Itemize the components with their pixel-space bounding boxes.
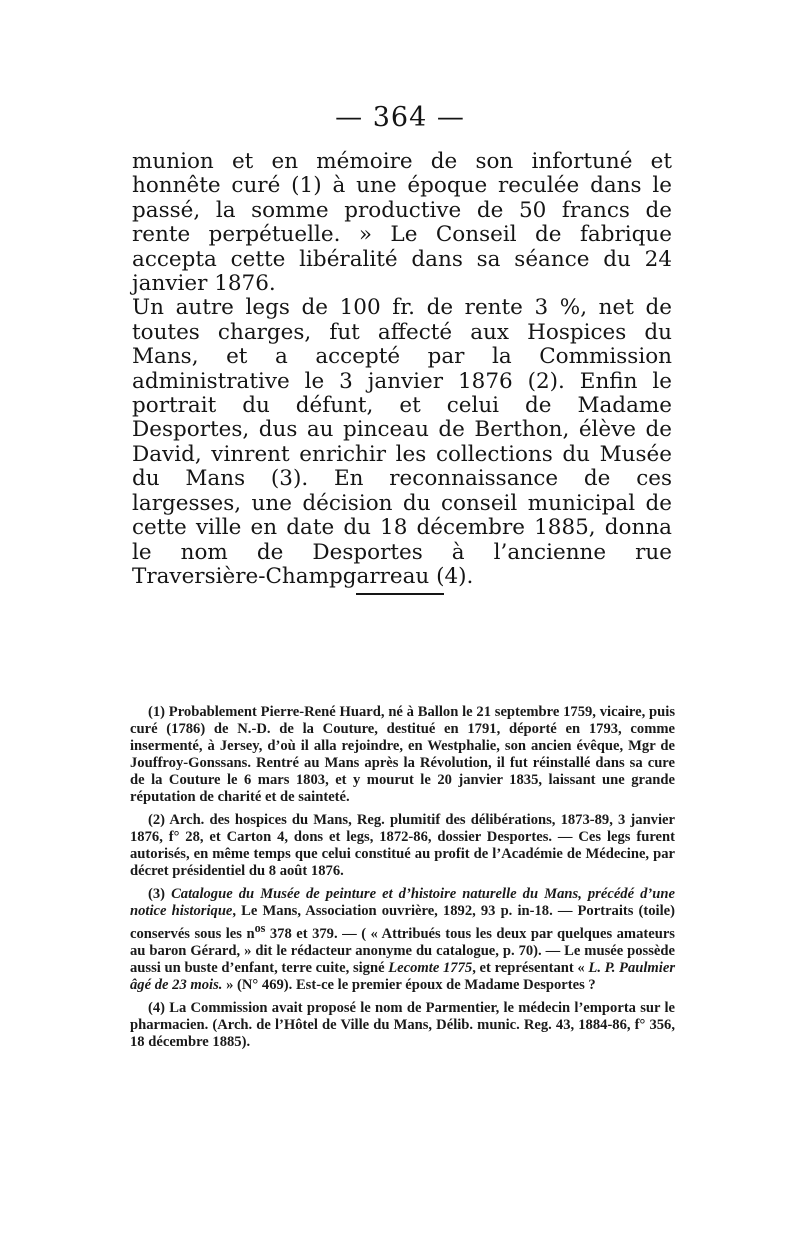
paragraph: munion et en mémoire de son infortuné et honnête curé (1) à une époque reculée dans le passé, la somme productive de 50 francs de rente perpétuelle. » Le Conseil de fabrique accepta cette libéralité dans sa séance du 24 janvier 1876. [132, 149, 672, 297]
numero-superscript: os [254, 921, 266, 935]
footnote-3 [130, 886, 675, 994]
footnote-3-text: » (N° 469). Est-ce le premier époux de Madame Desportes ? [222, 976, 596, 993]
signature-name: Lecomte 1775 [388, 959, 473, 976]
main-text [132, 150, 672, 589]
paragraph: Un autre legs de 100 fr. de rente 3 %, net de toutes charges, fut affecté aux Hospices du Mans, et a accepté par la Commission administrative le 3 janvier 1876 (2). Enfin le portrait du défunt, et celui de Madame Desportes, dus au pinceau de Berthon, élève de David, vinrent enrichir les collections du Musée du Mans (3). En reconnaissance de ces largesses, une décision du conseil municipal de cette ville en date du 18 décembre 1885, donna le nom de Desportes à l’ancienne rue Traversière-Champgarreau (4). [132, 295, 672, 589]
bust-inscription: L. P. Paulmier âgé de 23 mois. [130, 959, 675, 993]
footnote-3-lead: (3) [148, 886, 172, 902]
footnote-3-text: 378 et 379. — ( « Attribués tous les deux par quelques amateurs au baron Gérard, » dit le rédacteur anonyme du catalogue, p. 70). — Le musée possède aussi un buste d’enfant, terre cuite, signé [130, 925, 675, 976]
footnote-3-text: , et représentant « [472, 959, 589, 976]
footnote-3-text: , Le Mans, Association ouvrière, 1892, 93 p. in-18. — Portraits (toile) conservés sous les n [130, 903, 676, 942]
page-number: — 364 — [335, 102, 465, 133]
footnote-1: (1) Probablement Pierre-René Huard, né à Ballon le 21 septembre 1759, vicaire, puis curé (1786) de N.-D. de la Couture, destitué en 1791, déporté en 1793, comme insermenté, à Jersey, d’où il alla rejoindre, en Westphalie, son ancien évêque, Mgr de Jouffroy-Gonssans. Rentré au Mans après la Révolution, il fut réinstallé dans sa cure de la Couture le 6 mars 1803, et y mourut le 20 janvier 1835, laissant une grande réputation de charité et de sainteté. [130, 704, 675, 805]
catalogue-title: Catalogue du Musée de peinture et d’histoire naturelle du Mans, précédé d’une notice historique [130, 886, 675, 919]
footnotes [130, 704, 675, 1057]
footnote-separator [356, 593, 444, 595]
footnote-4: (4) La Commission avait proposé le nom de Parmentier, le médecin l’emporta sur le pharmacien. (Arch. de l’Hôtel de Ville du Mans, Délib. munic. Reg. 43, 1884-86, f° 356, 18 décembre 1885). [130, 999, 675, 1050]
footnote-2: (2) Arch. des hospices du Mans, Reg. plumitif des délibérations, 1873-89, 3 janvier 1876, f° 28, et Carton 4, dons et legs, 1872-86, dossier Desportes. — Ces legs furent autorisés, en même temps que celui constitué au profit de l’Académie de Médecine, par décret présidentiel du 8 août 1876. [130, 812, 675, 879]
